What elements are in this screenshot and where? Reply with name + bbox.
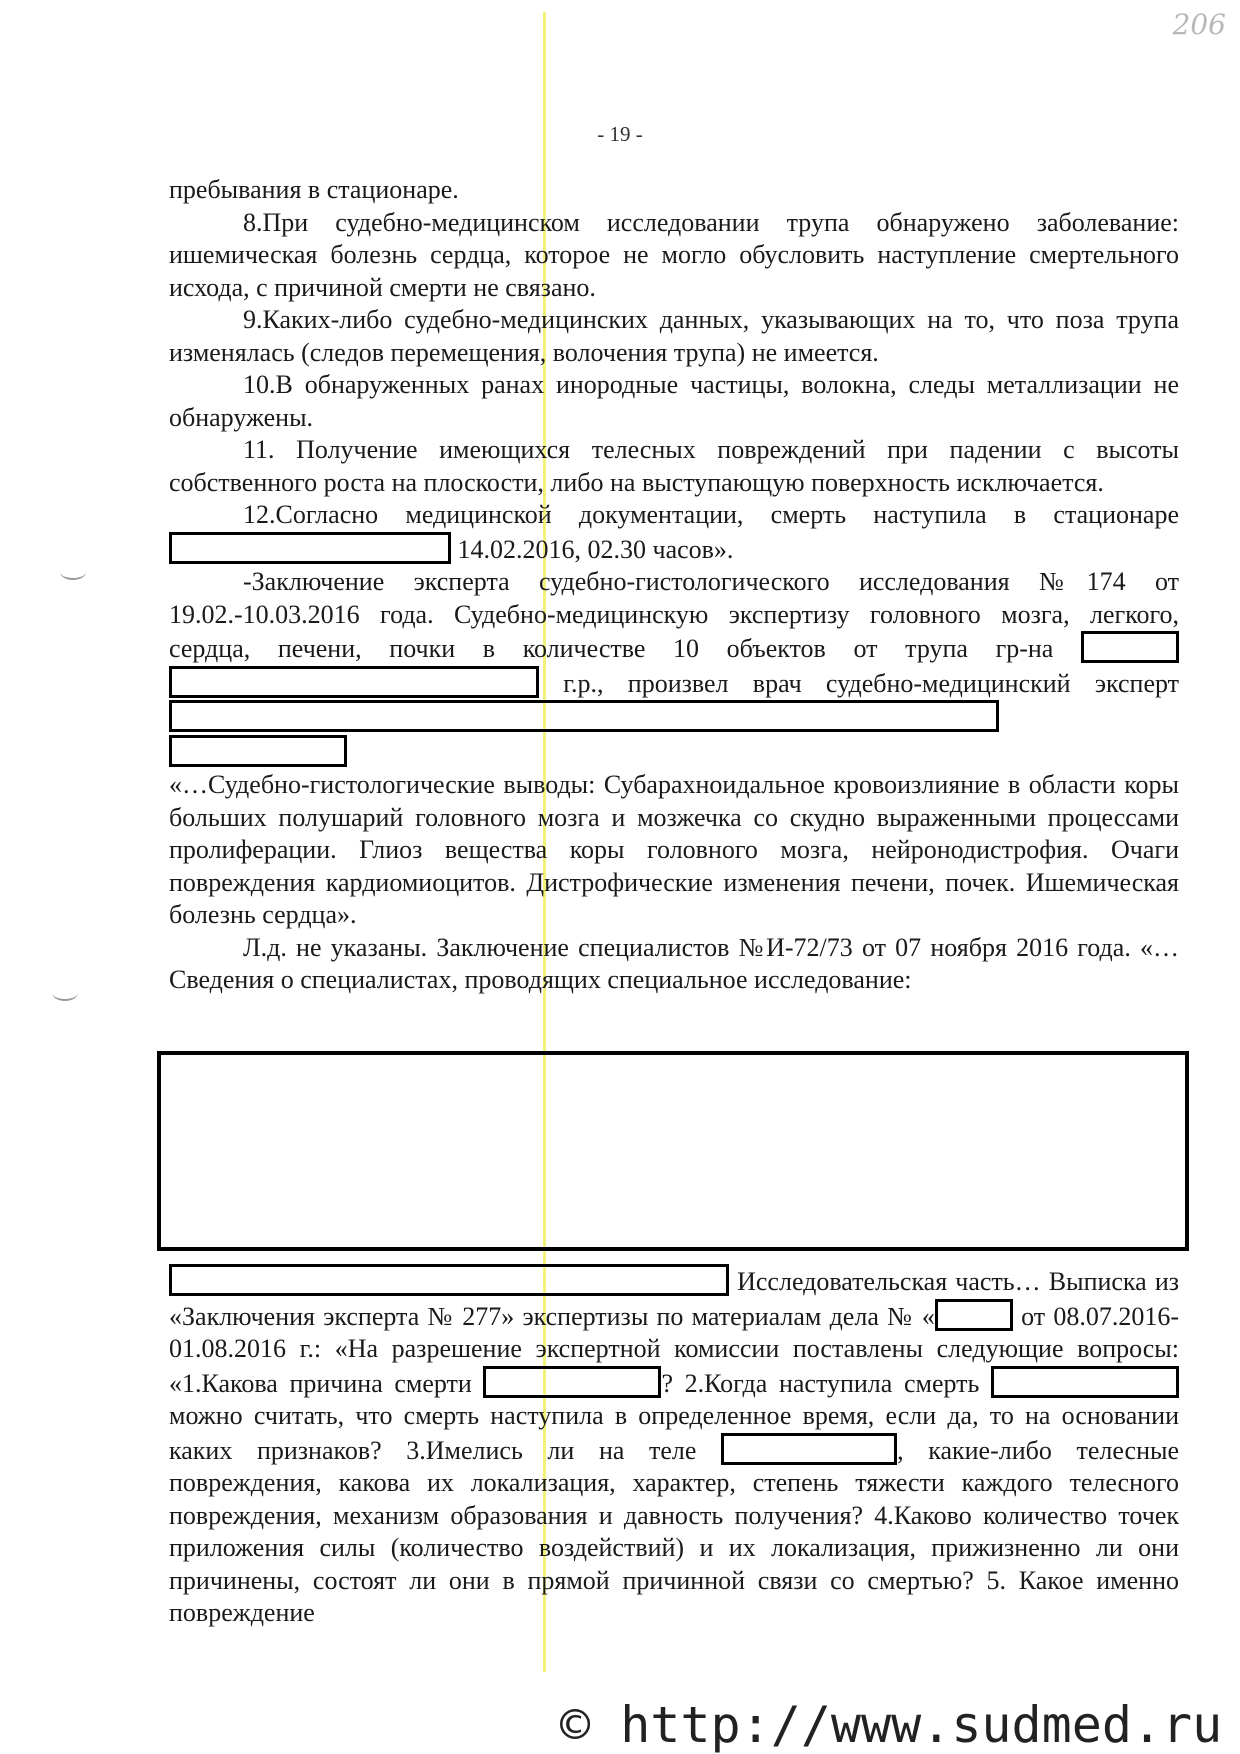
text-span: можно считать, что смерть наступила в определенное время, если да, то на основании каких признаков? 3.Имелись ли на теле (169, 1401, 1179, 1465)
scan-artifact (60, 564, 86, 580)
text-span: ? 2.Когда наступила смерть (661, 1368, 980, 1398)
paragraph: пребывания в стационаре. (169, 175, 459, 204)
text-span: -Заключение эксперта судебно-гистологического исследования №174 от 19.02.-10.03.2016 года. Судебно-медицинскую экспертизу головного мозга, легкого, сердца, печени, почки в количестве 10 объектов от трупа гр-на (169, 567, 1179, 663)
corner-handwritten-number: 206 (1172, 8, 1226, 41)
text-span: , какие-либо телесные повреждения, какова их локализация, характер, степень тяжести каждого телесного повреждения, механизм образования и давность получения? 4.Каково количество точек приложения силы (количество воздействий) и их локализация, прижизненно ли они причинены, состоят ли они в прямой причинной связи со смертью? 5. Какое именно повреждение (169, 1435, 1179, 1627)
redaction-box (169, 532, 451, 564)
redaction-box (991, 1366, 1179, 1398)
text-span: 14.02.2016, 02.30 часов». (457, 534, 734, 564)
redaction-box (935, 1299, 1013, 1331)
paragraph (169, 566, 1179, 769)
redaction-box (169, 700, 999, 732)
text-span: 12.Согласно медицинской документации, смерть наступила в стационаре (243, 500, 1179, 529)
redaction-box (169, 735, 347, 767)
page-number: - 19 - (597, 122, 643, 146)
document-body-continued (169, 1264, 1179, 1630)
text-span: от 08.07.2016-01.08.2016 г.: «На разрешение экспертной комиссии поставлены следующие вопросы: «1.Какова причина смерти (169, 1301, 1179, 1398)
document-body (169, 174, 1179, 997)
paragraph (169, 1264, 1179, 1630)
paragraph: 9.Каких-либо судебно-медицинских данных, указывающих на то, что поза трупа изменялась (следов перемещения, волочения трупа) не имеется. (169, 305, 1179, 367)
paragraph: 8.При судебно-медицинском исследовании трупа обнаружено заболевание: ишемическая болезнь сердца, которое не могло обусловить наступление смертельного исхода, с причиной смерти не связано. (169, 207, 1179, 302)
paragraph: «…Судебно-гистологические выводы: Субарахноидальное кровоизлияние в области коры больших полушарий головного мозга и мозжечка со скудно выраженными процессами пролиферации. Глиоз вещества коры головного мозга, нейронодистрофия. Очаги повреждения кардиомиоцитов. Дистрофические изменения печени, почек. Ишемическая болезнь сердца». (169, 770, 1179, 929)
scan-artifact (52, 985, 78, 1001)
paragraph: 11. Получение имеющихся телесных повреждений при падении с высоты собственного роста на плоскости, либо на выступающую поверхность исключается. (169, 435, 1179, 497)
large-redaction-box (157, 1051, 1189, 1251)
paragraph (169, 499, 1179, 566)
paragraph: 10.В обнаруженных ранах инородные частицы, волокна, следы металлизации не обнаружены. (169, 370, 1179, 432)
redaction-box (721, 1433, 897, 1465)
redaction-box (169, 1264, 729, 1296)
redaction-box (1081, 631, 1179, 663)
text-span: г.р., произвел врач судебно-медицинский эксперт (563, 668, 1179, 698)
text-span: Исследовательская часть… Выписка из «Заключения эксперта № 277» экспертизы по материалам дела № « (169, 1267, 1180, 1331)
watermark: © http://www.sudmed.ru (560, 1696, 1223, 1754)
redaction-box (169, 666, 539, 698)
paragraph: Л.д. не указаны. Заключение специалистов №И-72/73 от 07 ноября 2016 года. «…Сведения о специалистах, проводящих специальное исследование: (169, 932, 1179, 994)
redaction-box (483, 1366, 661, 1398)
